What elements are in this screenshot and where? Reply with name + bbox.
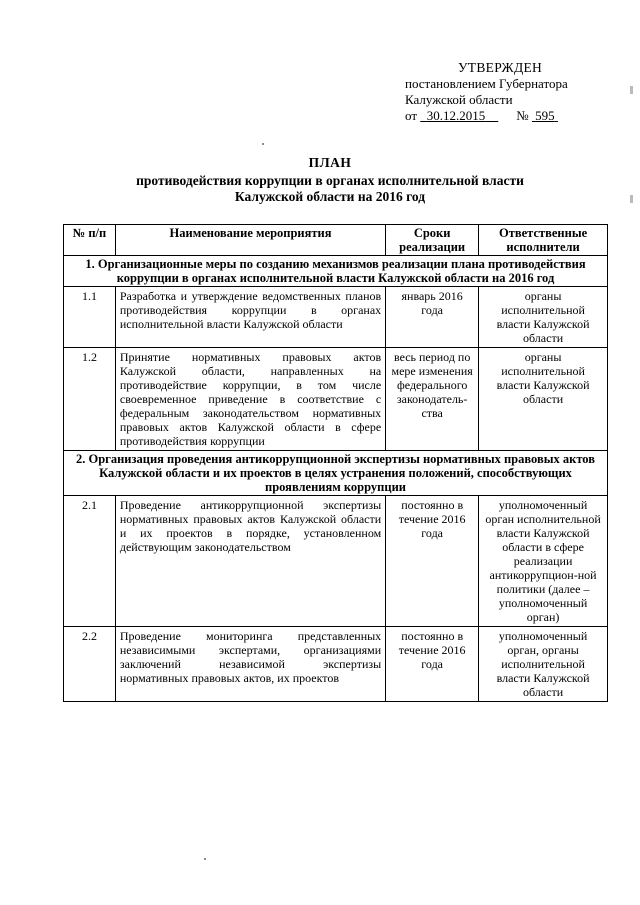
header-responsible: Ответственные исполнители [479, 225, 608, 256]
table-row [64, 287, 608, 348]
row-responsible: органы исполнительной власти Калужской области [479, 348, 608, 451]
approval-block [405, 60, 625, 124]
table-row [64, 496, 608, 627]
plan-title [70, 155, 590, 205]
row-responsible: уполномоченный орган, органы исполнительной власти Калужской области [479, 627, 608, 702]
section-row-2 [64, 451, 608, 496]
scan-artifact-mark [630, 195, 633, 203]
row-term: постоянно в течение 2016 года [386, 627, 479, 702]
row-responsible: уполномоченный орган исполнительной власти Калужской области в сфере реализации антикоррупцион-ной политики (далее – уполномоченный орган) [479, 496, 608, 627]
scan-artifact-mark [630, 86, 633, 94]
plan-title-line-2: противодействия коррупции в органах исполнительной власти [136, 173, 524, 188]
section-row-1 [64, 256, 608, 287]
scan-artifact-dot [204, 858, 206, 860]
approval-line-1: постановлением Губернатора [405, 76, 568, 91]
section-title-1: 1. Организационные меры по созданию механизмов реализации плана противодействия коррупции в органах исполнительной власти Калужской области на 2016 год [64, 256, 608, 287]
row-term: январь 2016 года [386, 287, 479, 348]
row-term: весь период по мере изменения федерального законодатель-ства [386, 348, 479, 451]
plan-title-line-1: ПЛАН [308, 155, 352, 170]
row-number: 2.2 [64, 627, 116, 702]
row-name: Проведение антикоррупционной экспертизы нормативных правовых актов Калужской области и их проектов в порядке, установленном действующим законодательством [115, 496, 385, 627]
plan-title-line-3: Калужской области на 2016 год [234, 189, 426, 204]
scan-artifact-dot [262, 143, 264, 145]
header-name: Наименование мероприятия [115, 225, 385, 256]
number-prefix: № [516, 108, 529, 123]
table-row [64, 627, 608, 702]
row-name: Проведение мониторинга представленных независимыми экспертами, организациями заключений независимой экспертизы нормативных правовых актов, их проектов [115, 627, 385, 702]
date-prefix: от [405, 108, 418, 123]
header-number: № п/п [64, 225, 116, 256]
approval-line-2: Калужской области [405, 92, 513, 107]
table-row [64, 348, 608, 451]
approval-heading: УТВЕРЖДЕН [457, 60, 543, 75]
row-responsible: органы исполнительной власти Калужской области [479, 287, 608, 348]
approval-date-number [405, 108, 625, 124]
row-name: Принятие нормативных правовых актов Калужской области, направленных на противодействие коррупции, в том числе своевременное приведение в соответствие с федеральным законодательством нормативных правовых актов Калужской области в сфере противодействия коррупции [115, 348, 385, 451]
row-number: 1.2 [64, 348, 116, 451]
section-title-2: 2. Организация проведения антикоррупционной экспертизы нормативных правовых актов Калужской области и их проектов в целях устранения положений, способствующих проявлениям коррупции [64, 451, 608, 496]
approval-date: 30.12.2015 [426, 108, 486, 123]
row-number: 1.1 [64, 287, 116, 348]
approval-number: 595 [535, 108, 555, 123]
row-term: постоянно в течение 2016 года [386, 496, 479, 627]
header-term: Сроки реализации [386, 225, 479, 256]
row-name: Разработка и утверждение ведомственных планов противодействия коррупции в органах исполнительной власти Калужской области [115, 287, 385, 348]
plan-table [63, 224, 608, 702]
row-number: 2.1 [64, 496, 116, 627]
table-header-row [64, 225, 608, 256]
